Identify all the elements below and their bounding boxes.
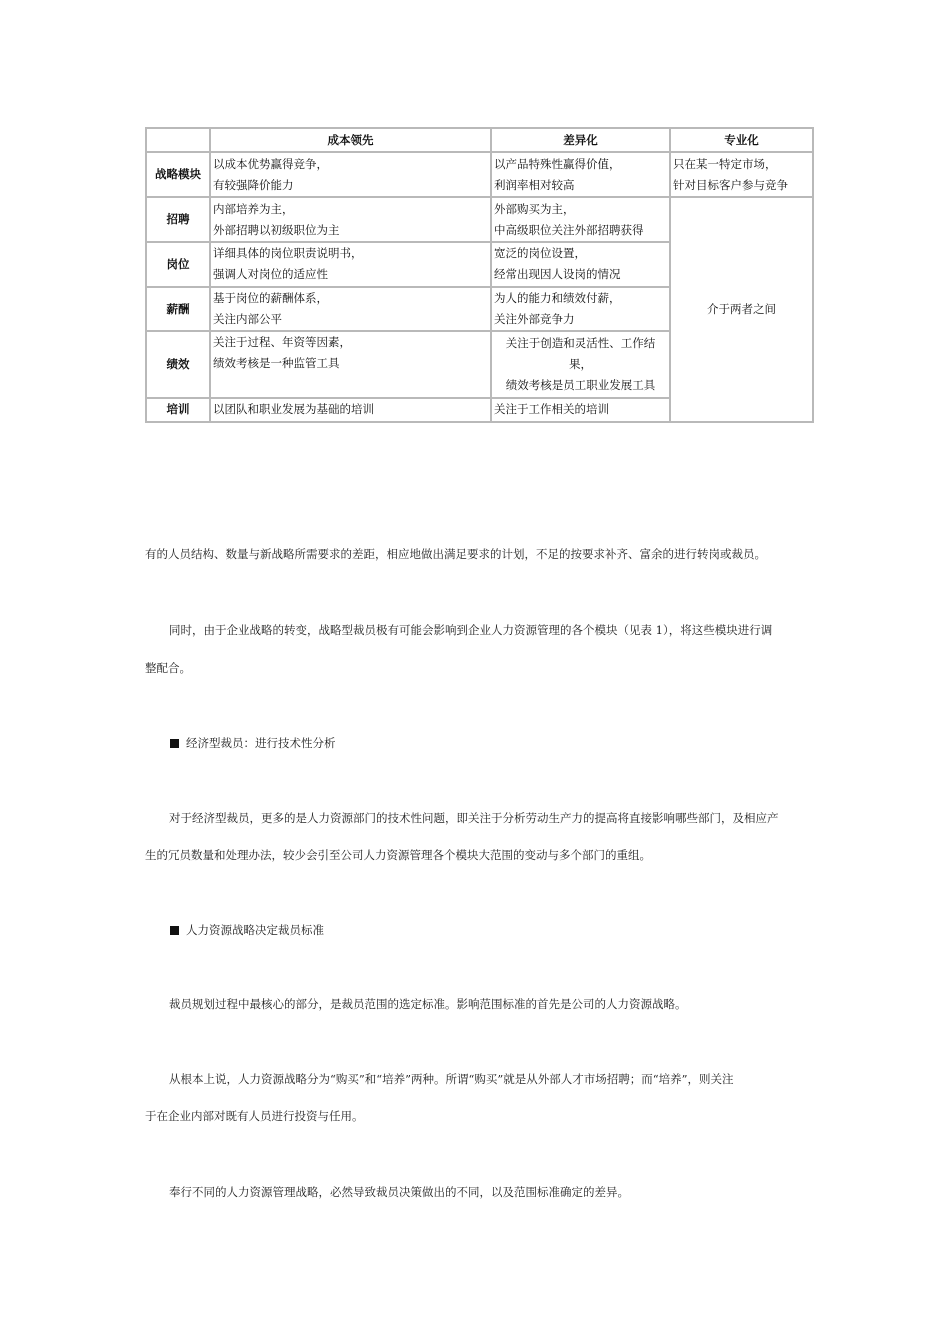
cell-cost: 关注于过程、年资等因素， 绩效考核是一种监管工具 — [210, 331, 491, 397]
cell-diff: 关注于创造和灵活性、工作结 果， 绩效考核是员工职业发展工具 — [491, 331, 670, 397]
cell-cost: 详细具体的岗位职责说明书， 强调人对岗位的适应性 — [210, 242, 491, 287]
square-bullet-icon — [170, 739, 179, 748]
cell-cost: 以团队和职业发展为基础的培训 — [210, 398, 491, 422]
paragraph-5-line-1: 从根本上说，人力资源战略分为“购买”和“培养”两种。所谓“购买”就是从外部人才市场招聘；而“培养”，则关注 — [169, 1072, 734, 1086]
cell-cost: 以成本优势赢得竞争， 有较强降价能力 — [210, 152, 491, 197]
cell-cost: 基于岗位的薪酬体系， 关注内部公平 — [210, 287, 491, 332]
heading-hr-strategy: 人力资源战略决定裁员标准 — [170, 922, 324, 938]
cell-spec-merged: 介于两者之间 — [670, 197, 813, 422]
table-row — [146, 152, 813, 197]
row-module: 岗位 — [146, 242, 210, 287]
square-bullet-icon — [170, 926, 179, 935]
header-cost-leadership: 成本领先 — [210, 128, 491, 152]
row-module: 战略模块 — [146, 152, 210, 197]
cell-diff: 关注于工作相关的培训 — [491, 398, 670, 422]
header-corner — [146, 128, 210, 152]
hr-strategy-table — [145, 127, 814, 423]
row-module: 招聘 — [146, 197, 210, 242]
cell-cost: 内部培养为主， 外部招聘以初级职位为主 — [210, 197, 491, 242]
cell-diff: 以产品特殊性赢得价值， 利润率相对较高 — [491, 152, 670, 197]
cell-diff: 为人的能力和绩效付薪， 关注外部竞争力 — [491, 287, 670, 332]
paragraph-1: 有的人员结构、数量与新战略所需要求的差距，相应地做出满足要求的计划，不足的按要求补齐、富余的进行转岗或裁员。 — [145, 547, 766, 561]
cell-spec: 只在某一特定市场， 针对目标客户参与竞争 — [670, 152, 813, 197]
heading-economic-layoff: 经济型裁员：进行技术性分析 — [170, 735, 336, 751]
paragraph-4: 裁员规划过程中最核心的部分，是裁员范围的选定标准。影响范围标准的首先是公司的人力资源战略。 — [169, 997, 687, 1011]
paragraph-3-line-2: 生的冗员数量和处理办法，较少会引至公司人力资源管理各个模块大范围的变动与多个部门的重组。 — [145, 848, 651, 862]
paragraph-2-line-1: 同时，由于企业战略的转变，战略型裁员极有可能会影响到企业人力资源管理的各个模块（见表 1），将这些模块进行调 — [169, 623, 773, 637]
row-module: 薪酬 — [146, 287, 210, 332]
paragraph-2-line-2: 整配合。 — [145, 661, 191, 675]
cell-diff: 外部购买为主， 中高级职位关注外部招聘获得 — [491, 197, 670, 242]
paragraph-6: 奉行不同的人力资源管理战略，必然导致裁员决策做出的不同，以及范围标准确定的差异。 — [169, 1185, 629, 1199]
hr-strategy-table-image — [145, 127, 812, 423]
paragraph-3-line-1: 对于经济型裁员，更多的是人力资源部门的技术性问题，即关注于分析劳动生产力的提高将直接影响哪些部门，及相应产 — [169, 811, 779, 825]
paragraph-5-line-2: 于在企业内部对既有人员进行投资与任用。 — [145, 1109, 364, 1123]
row-module: 培训 — [146, 398, 210, 422]
header-specialization: 专业化 — [670, 128, 813, 152]
row-module: 绩效 — [146, 331, 210, 397]
cell-diff: 宽泛的岗位设置， 经常出现因人设岗的情况 — [491, 242, 670, 287]
table-header-row — [146, 128, 813, 152]
table-row — [146, 197, 813, 242]
header-differentiation: 差异化 — [491, 128, 670, 152]
